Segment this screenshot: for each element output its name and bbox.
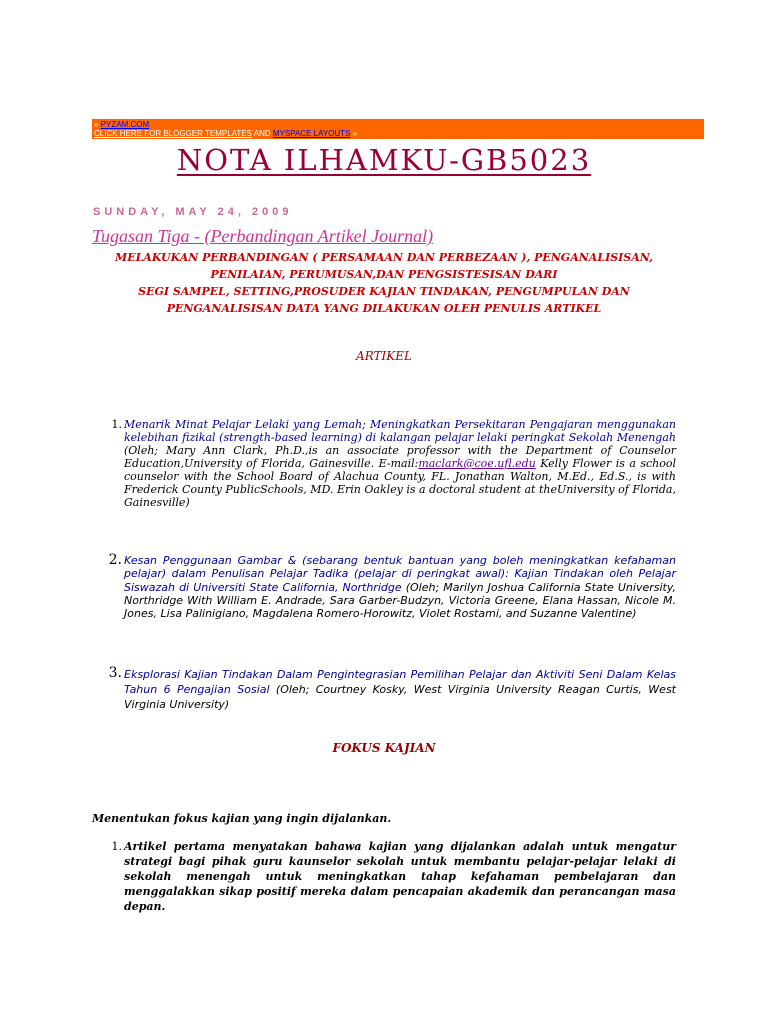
article-authors: (Oleh; Mary Ann Clark, Ph.D.,is an associate professor with the Department of Counselor Education,University of Florida, Gainesville. E-mail: — [124, 444, 676, 470]
article-authors-more: Kelly Flower is a school counselor with the School Board of Alachua County, FL. Jonathan Walton, M.Ed., Ed.S., is with Frederick County PublicSchools, MD. Erin Oakley is a doctoral student at theUniversity of Florida, Gainesville) — [124, 457, 676, 509]
heading-line: SEGI SAMPEL, SETTING,PROSUDER KAJIAN TINDAKAN, PENGUMPULAN DAN — [138, 285, 630, 298]
blogger-templates-link[interactable]: CLICK HERE FOR BLOGGER TEMPLATES — [94, 129, 252, 138]
article-title: Menarik Minat Pelajar Lelaki yang Lemah; Meningkatkan Persekitaran Pengajaran menggunakan kelebihan fizikal (strength-based learning) di kalangan pelajar lelaki peringkat Sekolah Menengah — [124, 418, 676, 444]
banner-and: AND — [253, 129, 271, 138]
article-title: Kesan Penggunaan Gambar & (sebarang bentuk bantuan yang boleh meningkatkan kefahaman pelajar) dalam Penulisan Pelajar Tadika (pelajar di peringkat awal): Kajian Tindakan oleh Pelajar Siswazah di Universiti State California, Northridge — [124, 554, 676, 594]
ad-banner — [92, 119, 704, 139]
banner-line-2 — [94, 129, 704, 138]
banner-line-1 — [94, 120, 704, 129]
fokus-intro: Menentukan fokus kajian yang ingin dijalankan. — [92, 812, 392, 825]
banner-arrow-2: » — [352, 129, 358, 138]
article-text — [124, 667, 676, 712]
heading-line: MELAKUKAN PERBANDINGAN ( PERSAMAAN DAN PERBEZAAN ), PENGANALISISAN, — [115, 251, 653, 264]
list-number: 2. — [108, 552, 122, 568]
fokus-heading: FOKUS KAJIAN — [332, 741, 436, 755]
list-number: 3. — [108, 665, 122, 681]
article-authors: (Oleh; Courtney Kosky, West Virginia University Reagan Curtis, West Virginia University) — [124, 683, 676, 711]
post-date: SUNDAY, MAY 24, 2009 — [93, 206, 293, 218]
article-text — [124, 554, 676, 620]
fokus-text: Artikel pertama menyatakan bahawa kajian yang dijalankan adalah untuk mengatur strategi bagi pihak guru kaunselor sekolah untuk membantu pelajar-pelajar lelaki di sekolah menengah untuk meningkatkan tahap kefahaman pembelajaran dan menggalakkan sikap positif mereka dalam pencapaian akademik dan perancangan masa depan. — [124, 840, 676, 913]
list-number: 1. — [111, 418, 122, 431]
article-text — [124, 418, 676, 509]
blog-title[interactable]: NOTA ILHAMKU-GB5023 — [176, 143, 592, 177]
banner-arrow: » — [94, 120, 99, 129]
email-link[interactable]: maclark@coe.ufl.edu — [418, 457, 536, 470]
fokus-list — [92, 839, 676, 914]
artikel-heading: ARTIKEL — [356, 349, 412, 363]
myspace-layouts-link[interactable]: MYSPACE LAYOUTS — [272, 129, 351, 138]
list-item — [92, 839, 676, 914]
post-title[interactable]: Tugasan Tiga - (Perbandingan Artikel Journal) — [92, 226, 434, 246]
article-authors: (Oleh; Marilyn Joshua California State University, Northridge With William E. Andrade, Sara Garber-Budzyn, Victoria Greene, Elana Hassan, Nicole M. Jones, Lisa Palinigiano, Magdalena Romero-Horowitz, Violet Rostami, and Suzanne Valentine) — [124, 580, 677, 621]
heading-line: PENILAIAN, PERUMUSAN,DAN PENGSISTESISAN DARI — [210, 268, 558, 281]
pyzam-link[interactable]: PYZAM.COM — [100, 120, 150, 129]
post-heading — [92, 249, 676, 317]
heading-line: PENGANALISISAN DATA YANG DILAKUKAN OLEH PENULIS ARTIKEL — [166, 302, 602, 315]
list-number: 1. — [111, 840, 122, 853]
article-title: Eksplorasi Kajian Tindakan Dalam Pengintegrasian Pemilihan Pelajar dan Aktiviti Seni Dalam Kelas Tahun 6 Pengajian Sosial — [124, 668, 676, 696]
